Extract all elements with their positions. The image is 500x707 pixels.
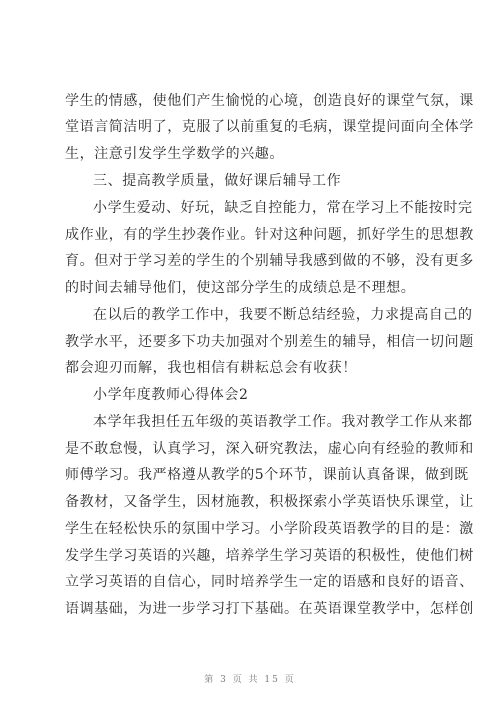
paragraph-line: 学生的情感，使他们产生愉悦的心境，创造良好的课堂气氛，课 xyxy=(65,93,474,109)
section-heading: 三、提高教学质量，做好课后辅导工作 xyxy=(93,173,342,189)
paragraph-line: 小学生爱动、好玩，缺乏自控能力，常在学习上不能按时完 xyxy=(93,200,473,216)
paragraph-line: 教学水平，还要多下功夫加强对个别差生的辅导，相信一切问题 xyxy=(65,334,474,350)
paragraph-line: 成作业，有的学生抄袭作业。针对这种问题，抓好学生的思想教 xyxy=(65,227,474,243)
page-number-footer: 第 3 页 共 15 页 xyxy=(204,675,296,685)
section-heading: 小学年度教师心得体会2 xyxy=(93,387,249,403)
paragraph-line: 立学习英语的自信心，同时培养学生一定的语感和良好的语音、 xyxy=(65,574,474,590)
paragraph-line: 生，注意引发学生学数学的兴趣。 xyxy=(65,146,284,162)
paragraph-line: 堂语言简洁明了，克服了以前重复的毛病，课堂提问面向全体学 xyxy=(65,119,474,135)
paragraph-line: 的时间去辅导他们，使这部分学生的成绩总是不理想。 xyxy=(65,280,416,296)
paragraph-line: 语调基础，为进一步学习打下基础。在英语课堂教学中，怎样创 xyxy=(65,601,474,617)
paragraph-line: 师傅学习。我严格遵从教学的5个环节，课前认真备课，做到既 xyxy=(65,467,469,483)
paragraph-line: 都会迎刃而解，我也相信有耕耘总会有收获！ xyxy=(65,360,357,376)
paragraph-line: 学生在轻松快乐的氛围中学习。小学阶段英语教学的目的是：激 xyxy=(65,521,474,537)
paragraph-line: 是不敢怠慢，认真学习，深入研究教法，虚心向有经验的教师和 xyxy=(65,441,474,457)
paragraph-line: 育。但对于学习差的学生的个别辅导我感到做的不够，没有更多 xyxy=(65,253,474,269)
paragraph-line: 在以后的教学工作中，我要不断总结经验，力求提高自己的 xyxy=(93,307,473,323)
paragraph-line: 发学生学习英语的兴趣，培养学生学习英语的积极性，使他们树 xyxy=(65,548,474,564)
paragraph-line: 备教材，又备学生，因材施教，积极探索小学英语快乐课堂，让 xyxy=(65,494,474,510)
paragraph-line: 本学年我担任五年级的英语教学工作。我对教学工作从来都 xyxy=(93,414,473,430)
